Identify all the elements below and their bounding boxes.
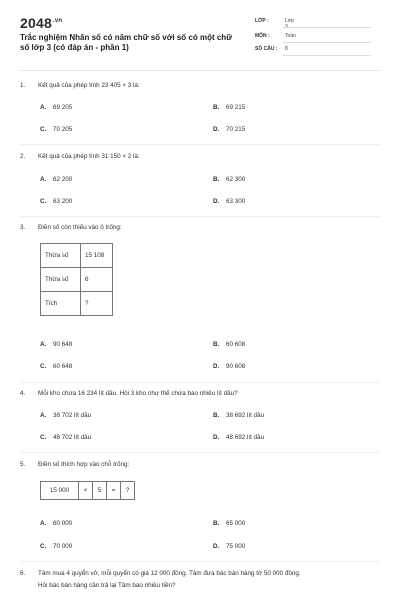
- q4-option-c[interactable]: [40, 434, 91, 441]
- option-text: 90 608: [226, 363, 246, 370]
- question-1-number: 1.: [20, 82, 26, 89]
- option-letter: D.: [213, 198, 220, 205]
- meta-subject-value: Toán: [285, 33, 296, 39]
- site-logo[interactable]: [20, 15, 62, 31]
- q1-option-a[interactable]: [40, 104, 72, 111]
- table-row: [41, 292, 113, 316]
- expr-operand: 5: [93, 482, 107, 500]
- question-6-text-line-1: Tâm mua 4 quyển vở, mỗi quyển có giá 12 000 đồng. Tâm đưa bác bán hàng tờ 50 000 đồng.: [38, 570, 301, 577]
- q4-option-d[interactable]: [213, 434, 264, 441]
- q1-option-b[interactable]: [213, 104, 245, 111]
- question-4-number: 4.: [20, 390, 26, 397]
- factor-table: [40, 243, 113, 316]
- option-letter: C.: [40, 543, 47, 550]
- question-2-number: 2.: [20, 153, 26, 160]
- option-letter: D.: [213, 363, 220, 370]
- option-text: 65 000: [226, 520, 246, 527]
- table-cell: ?: [81, 292, 113, 316]
- option-letter: C.: [40, 126, 47, 133]
- option-text: 60 000: [53, 520, 73, 527]
- option-letter: A.: [40, 412, 47, 419]
- q3-option-b[interactable]: [213, 341, 245, 348]
- option-letter: A.: [40, 520, 47, 527]
- option-text: 90 648: [53, 341, 73, 348]
- q4-option-b[interactable]: [213, 412, 264, 419]
- meta-count-value: 8: [285, 46, 288, 52]
- option-text: 75 000: [226, 543, 246, 550]
- q2-option-b[interactable]: [213, 176, 245, 183]
- question-6-number: 6.: [20, 570, 26, 577]
- option-text: 60 608: [226, 341, 246, 348]
- option-letter: B.: [213, 341, 220, 348]
- meta-underline: [283, 27, 371, 28]
- question-4-text: Mỗi kho chứa 16 234 lít dầu. Hỏi 3 kho như thế chứa bao nhiêu lít dầu?: [38, 390, 238, 397]
- expr-answer-blank: ?: [121, 482, 135, 500]
- option-letter: B.: [213, 176, 220, 183]
- header-divider: [20, 70, 380, 71]
- option-text: 70 000: [53, 543, 73, 550]
- q1-option-d[interactable]: [213, 126, 245, 133]
- option-letter: B.: [213, 104, 220, 111]
- q2-option-d[interactable]: [213, 198, 245, 205]
- meta-grade-value: Lớp: [285, 18, 294, 24]
- question-divider: [20, 144, 380, 145]
- q3-option-d[interactable]: [213, 363, 245, 370]
- table-row: [41, 268, 113, 292]
- table-cell: Thừa số: [41, 244, 81, 268]
- expression-table: [40, 481, 135, 500]
- question-divider: [20, 561, 380, 562]
- question-2-text: Kết quả của phép tính 31 150 × 2 là:: [38, 153, 140, 160]
- meta-subject-label: MÔN :: [255, 33, 270, 39]
- option-text: 70 215: [226, 126, 246, 133]
- option-text: 62 300: [226, 176, 246, 183]
- logo-text: 2048: [20, 15, 52, 31]
- logo-suffix: .vn: [52, 18, 63, 25]
- meta-count-label: SỐ CÂU :: [255, 46, 278, 52]
- question-divider: [20, 216, 380, 217]
- q2-option-c[interactable]: [40, 198, 72, 205]
- table-cell: 6: [81, 268, 113, 292]
- q3-option-c[interactable]: [40, 363, 72, 370]
- question-5-number: 5.: [20, 461, 26, 468]
- option-letter: A.: [40, 341, 47, 348]
- q3-option-a[interactable]: [40, 341, 72, 348]
- option-text: 63 300: [226, 198, 246, 205]
- q5-option-d[interactable]: [213, 543, 245, 550]
- meta-underline: [283, 42, 371, 43]
- table-cell: Thừa số: [41, 268, 81, 292]
- table-row: [41, 244, 113, 268]
- q5-option-c[interactable]: [40, 543, 72, 550]
- q5-option-b[interactable]: [213, 520, 245, 527]
- option-letter: C.: [40, 363, 47, 370]
- question-3-number: 3.: [20, 224, 26, 231]
- expr-operand: 15 000: [41, 482, 79, 500]
- q4-option-a[interactable]: [40, 412, 91, 419]
- table-cell: Tích: [41, 292, 81, 316]
- option-letter: B.: [213, 520, 220, 527]
- option-text: 38 692 lít dầu: [226, 412, 265, 419]
- option-letter: A.: [40, 104, 47, 111]
- meta-grade-label: LỚP :: [255, 18, 269, 24]
- meta-underline: [283, 55, 371, 56]
- option-text: 70 205: [53, 126, 73, 133]
- option-text: 63 200: [53, 198, 73, 205]
- question-6-text-line-2: Hỏi bác bán hàng cần trả lại Tâm bao nhiêu tiền?: [38, 582, 176, 589]
- question-divider: [20, 452, 380, 453]
- option-letter: A.: [40, 176, 47, 183]
- option-letter: B.: [213, 412, 220, 419]
- option-letter: D.: [213, 543, 220, 550]
- question-5-text: Điền số thích hợp vào chỗ trống:: [38, 461, 130, 468]
- option-text: 62 200: [53, 176, 73, 183]
- expr-operator: =: [107, 482, 121, 500]
- option-letter: D.: [213, 126, 220, 133]
- option-text: 48 692 lít dầu: [226, 434, 265, 441]
- table-row: [41, 482, 135, 500]
- option-text: 60 648: [53, 363, 73, 370]
- option-text: 69 215: [226, 104, 246, 111]
- question-divider: [20, 382, 380, 383]
- option-text: 38 702 lít dầu: [53, 412, 92, 419]
- document-title: Trắc nghiệm Nhân số có năm chữ số với số có một chữ số lớp 3 (có đáp án - phần 1): [20, 33, 232, 52]
- option-letter: D.: [213, 434, 220, 441]
- option-letter: C.: [40, 198, 47, 205]
- q1-option-c[interactable]: [40, 126, 72, 133]
- question-3-text: Điền số còn thiếu vào ô trống:: [38, 224, 122, 231]
- option-text: 69 205: [53, 104, 73, 111]
- expr-operator: ×: [79, 482, 93, 500]
- option-letter: C.: [40, 434, 47, 441]
- table-cell: 15 108: [81, 244, 113, 268]
- option-text: 48 702 lít dầu: [53, 434, 92, 441]
- q2-option-a[interactable]: [40, 176, 72, 183]
- q5-option-a[interactable]: [40, 520, 72, 527]
- question-1-text: Kết quả của phép tính 23 405 × 3 là:: [38, 82, 140, 89]
